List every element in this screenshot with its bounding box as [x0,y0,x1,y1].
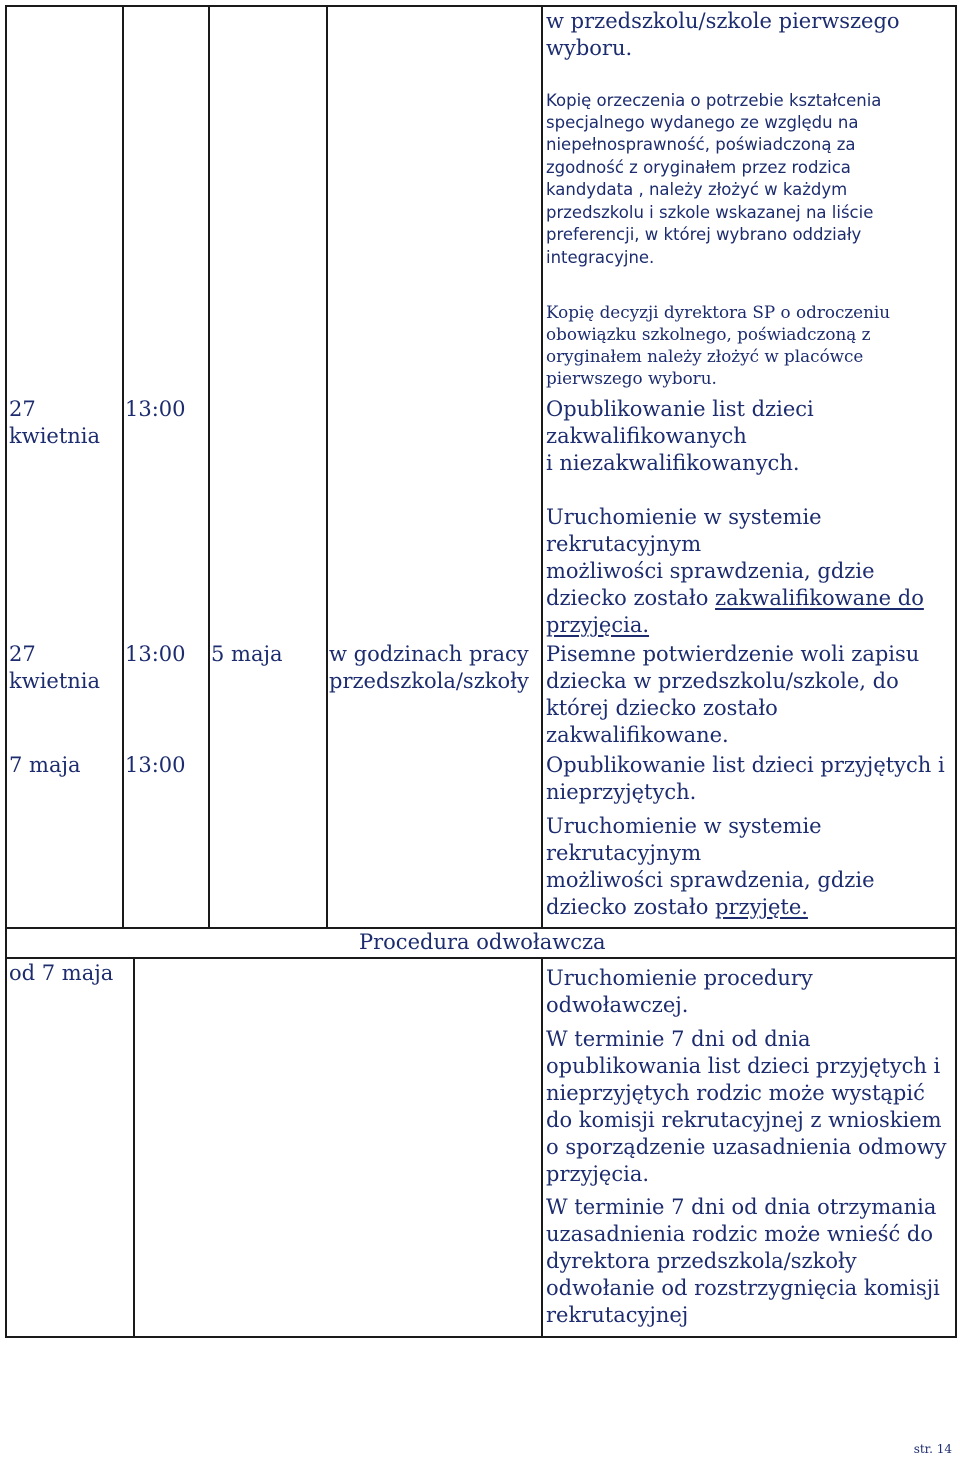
row-hours: przedszkola/szkoły [329,669,529,693]
system-note [546,585,924,612]
col-divider-hours [326,5,328,929]
text-line: Uruchomienie procedury [546,966,813,990]
text-line: W terminie 7 dni od dnia otrzymania [546,1195,937,1219]
page-number: str. 14 [913,1442,952,1456]
row-description: dziecka w przedszkolu/szkole, do [546,669,899,693]
text-line: zgodność z oryginałem przez rodzica [546,158,851,177]
row-description: Opublikowanie list dzieci przyjętych i [546,753,945,777]
row-description: Opublikowanie list dzieci [546,397,814,421]
text-line: do komisji rekrutacyjnej z wnioskiem [546,1108,942,1132]
text-line: Kopię decyzji dyrektora SP o odroczeniu [546,302,891,322]
row-end-date: 5 maja [211,642,283,666]
text-line: rekrutacyjnej [546,1303,689,1327]
text-line: nieprzyjętych rodzic może wystąpić [546,1081,925,1105]
system-note-plain: dziecko zostało [546,586,716,610]
text-line: pierwszego wyboru. [546,368,717,388]
col-divider-appeal-desc [541,957,543,1338]
system-note: rekrutacyjnym [546,841,702,865]
system-note [546,894,808,921]
col-divider-date [122,5,124,929]
text-line: odwołanie od rozstrzygnięcia komisji [546,1276,940,1300]
row-hours: w godzinach pracy [329,642,529,666]
col-divider-time [208,5,210,929]
col-divider-desc [541,5,543,929]
row-divider-appeal-row [5,957,957,959]
table-border-bottom [5,1336,957,1338]
text-line: przedszkolu i szkole wskazanej na liście [546,203,874,222]
text-line: specjalnego wydanego ze względu na [546,113,859,132]
row-date: kwietnia [9,424,101,448]
table-border-right [955,5,957,1338]
text-line: Kopię orzeczenia o potrzebie kształcenia [546,91,882,110]
text-line: niepełnosprawność, poświadczoną za [546,135,856,154]
row-date: kwietnia [9,669,101,693]
row-time: 13:00 [125,642,186,666]
appeal-section-header: Procedura odwoławcza [359,930,606,954]
system-note: możliwości sprawdzenia, gdzie [546,868,875,892]
system-note: Uruchomienie w systemie [546,505,822,529]
row-time: 13:00 [125,753,186,777]
col-divider-appeal-date [133,957,135,1338]
row-description: i niezakwalifikowanych. [546,451,800,475]
text-line: przyjęcia. [546,1162,650,1186]
row-time: 13:00 [125,397,186,421]
text-line: odwoławczej. [546,993,689,1017]
system-note: rekrutacyjnym [546,532,702,556]
text-line: obowiązku szkolnego, poświadczoną z [546,324,871,344]
row-description: zakwalifikowanych [546,424,747,448]
row-description: nieprzyjętych. [546,780,697,804]
text-line: oryginałem należy złożyć w placówce [546,346,864,366]
text-line: preferencji, w której wybrano oddziały [546,225,862,244]
row-description: Pisemne potwierdzenie woli zapisu [546,642,920,666]
system-note-underlined: zakwalifikowane do [715,586,924,610]
text-line: W terminie 7 dni od dnia [546,1027,811,1051]
system-note: możliwości sprawdzenia, gdzie [546,559,875,583]
system-note-underlined: przyjęcia. [546,613,650,637]
text-line: o sporządzenie uzasadnienia odmowy [546,1135,947,1159]
continued-text-line: w przedszkolu/szkole pierwszego [546,9,900,33]
text-line: dyrektora przedszkola/szkoły [546,1249,857,1273]
system-note-plain: dziecko zostało [546,895,716,919]
system-note: Uruchomienie w systemie [546,814,822,838]
row-date: 27 [9,642,36,666]
text-line: opublikowania list dzieci przyjętych i [546,1054,941,1078]
text-line: integracyjne. [546,248,655,267]
text-line: kandydata , należy złożyć w każdym [546,180,848,199]
row-description: której dziecko zostało [546,696,778,720]
table-border-left [5,5,7,1338]
system-note-underlined: przyjęte. [715,895,808,919]
table-border-top [5,5,957,7]
row-description: zakwalifikowane. [546,723,729,747]
row-date: od 7 maja [9,961,114,985]
row-date: 27 [9,397,36,421]
row-date: 7 maja [9,753,81,777]
continued-text-line: wyboru. [546,36,633,60]
text-line: uzasadnienia rodzic może wnieść do [546,1222,933,1246]
